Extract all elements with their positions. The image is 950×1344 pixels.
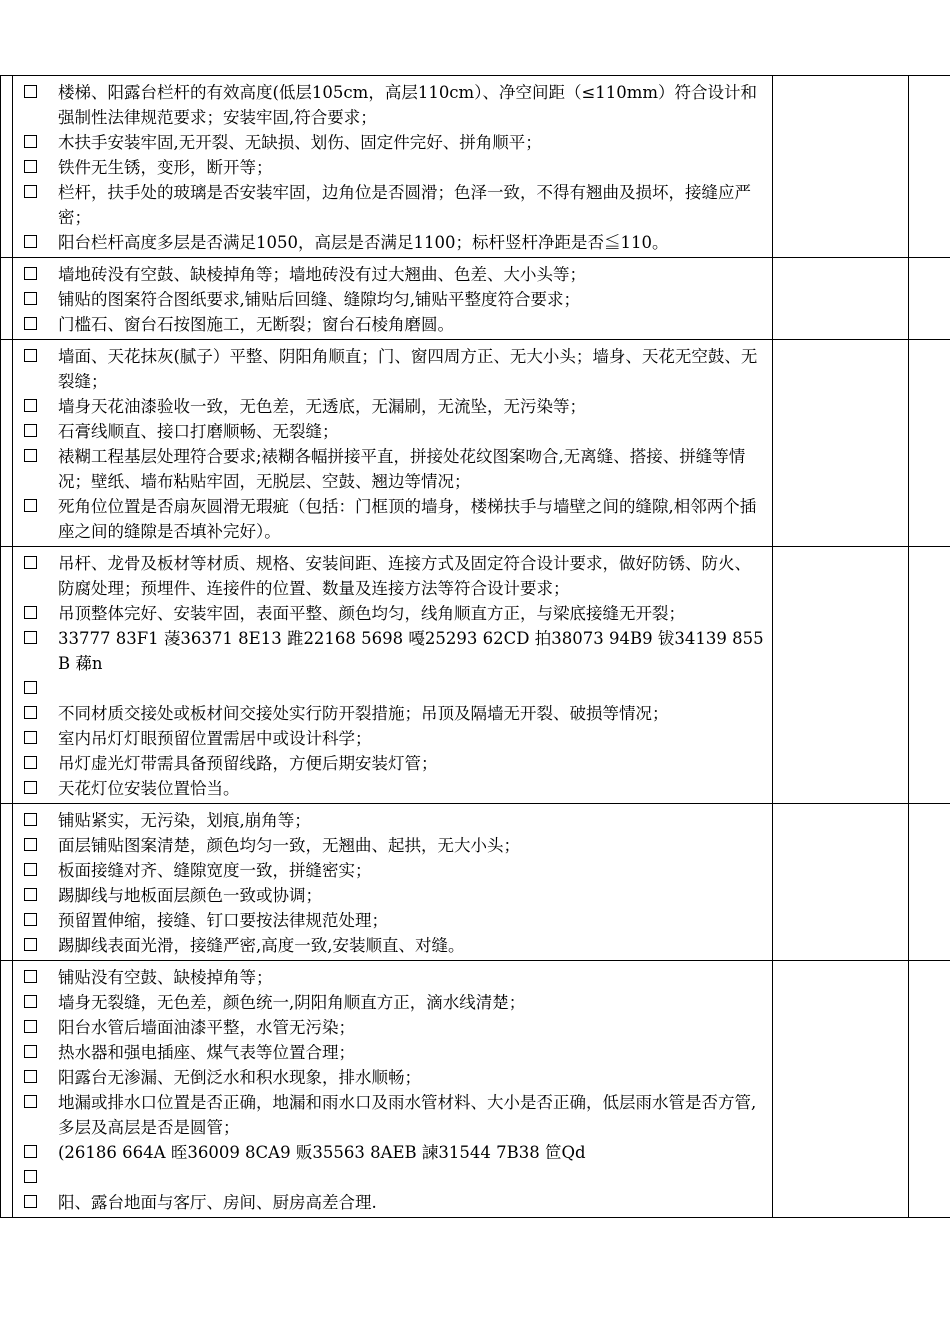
checklist-item-text: 踢脚线与地板面层颜色一致或协调； [58, 886, 322, 905]
checklist-item [23, 1165, 766, 1190]
checkbox-icon[interactable] [24, 1095, 37, 1108]
checkbox-icon[interactable] [24, 399, 37, 412]
checklist-item-text: 铁件无生锈，变形，断开等； [58, 158, 273, 177]
checklist-section [1, 804, 950, 961]
checklist-item [23, 676, 766, 701]
checkbox-icon[interactable] [24, 781, 37, 794]
checklist-item [23, 776, 766, 801]
checklist-item-text: 墙地砖没有空鼓、缺棱掉角等；墙地砖没有过大翘曲、色差、大小头等； [58, 265, 586, 284]
checklist-item [23, 626, 766, 676]
checklist-section [1, 547, 950, 804]
checklist-item-text: 铺贴没有空鼓、缺棱掉角等； [58, 968, 273, 987]
checklist-item-text: 墙身无裂缝，无色差，颜色统一,阴阳角顺直方正，滴水线清楚； [58, 993, 526, 1012]
checkbox-icon[interactable] [24, 292, 37, 305]
checklist-item [23, 287, 766, 312]
inspection-items-cell [13, 258, 773, 340]
checklist-item-text: 踢脚线表面光滑，接缝严密,高度一致,安装顺直、对缝。 [58, 936, 465, 955]
checkbox-icon[interactable] [24, 267, 37, 280]
checkbox-icon[interactable] [24, 888, 37, 901]
checklist-table [0, 75, 950, 1218]
checkbox-icon[interactable] [24, 731, 37, 744]
inspection-items-cell [13, 76, 773, 258]
checklist-item-text: 板面接缝对齐、缝隙宽度一致，拼缝密实； [58, 861, 372, 880]
result-cell[interactable] [773, 961, 909, 1218]
checklist-item [23, 883, 766, 908]
result-cell[interactable] [773, 258, 909, 340]
checkbox-icon[interactable] [24, 185, 37, 198]
checklist-item-text: 墙面、天花抹灰(腻子）平整、阴阳角顺直；门、窗四周方正、无大小头；墙身、天花无空鼓、无裂缝； [58, 347, 758, 391]
checklist-item [23, 965, 766, 990]
checklist-item [23, 833, 766, 858]
checklist-item [23, 808, 766, 833]
checklist-item-text: (26186 664A 晊36009 8CA9 贩35563 8AEB 諫31544 7B38 笸Qd [58, 1143, 586, 1162]
checklist-item [23, 701, 766, 726]
row-index-cell [1, 547, 13, 804]
checklist-item [23, 1190, 766, 1215]
checkbox-icon[interactable] [24, 235, 37, 248]
row-index-cell [1, 804, 13, 961]
checklist-item [23, 933, 766, 958]
checklist-item-text: 吊杆、龙骨及板材等材质、规格、安装间距、连接方式及固定符合设计要求，做好防锈、防火、防腐处理；预埋件、连接件的位置、数量及连接方法等符合设计要求； [58, 554, 751, 598]
checkbox-icon[interactable] [24, 317, 37, 330]
checkbox-icon[interactable] [24, 995, 37, 1008]
checklist-item [23, 262, 766, 287]
row-index-cell [1, 258, 13, 340]
checklist-item-text: 裱糊工程基层处理符合要求;裱糊各幅拼接平直，拼接处花纹图案吻合,无离缝、搭接、拼缝等情况；壁纸、墙布粘贴牢固，无脱层、空鼓、翘边等情况； [58, 447, 746, 491]
checkbox-icon[interactable] [24, 813, 37, 826]
checklist-item-text: 木扶手安装牢固,无开裂、无缺损、划伤、固定件完好、拼角顺平； [58, 133, 542, 152]
checklist-item [23, 601, 766, 626]
checkbox-icon[interactable] [24, 1170, 37, 1183]
checklist-item [23, 130, 766, 155]
checkbox-icon[interactable] [24, 1070, 37, 1083]
checklist-item [23, 155, 766, 180]
checkbox-icon[interactable] [24, 349, 37, 362]
checkbox-icon[interactable] [24, 681, 37, 694]
checklist-item-text: 地漏或排水口位置是否正确，地漏和雨水口及雨水管材料、大小是否正确，低层雨水管是否方管,多层及高层是否是圆管； [58, 1093, 757, 1137]
checklist-item-text: 阳台水管后墙面油漆平整，水管无污染； [58, 1018, 355, 1037]
checklist-item-text [58, 676, 766, 701]
checklist-item [23, 1065, 766, 1090]
inspection-items-cell [13, 547, 773, 804]
checkbox-icon[interactable] [24, 135, 37, 148]
remark-cell[interactable] [909, 804, 950, 961]
checkbox-icon[interactable] [24, 160, 37, 173]
checkbox-icon[interactable] [24, 838, 37, 851]
remark-cell[interactable] [909, 961, 950, 1218]
checklist-item-text: 栏杆，扶手处的玻璃是否安装牢固，边角位是否圆滑；色泽一致，不得有翘曲及损坏，接缝应严密； [58, 183, 751, 227]
checklist-section [1, 258, 950, 340]
checklist-item-text: 吊灯虚光灯带需具备预留线路，方便后期安装灯管； [58, 754, 438, 773]
inspection-items-cell [13, 961, 773, 1218]
checklist-item [23, 726, 766, 751]
checkbox-icon[interactable] [24, 756, 37, 769]
checklist-item-text: 死角位位置是否扇灰圆滑无瑕疵（包括：门框顶的墙身，楼梯扶手与墙壁之间的缝隙,相邻两个插座之间的缝隙是否填补完好）。 [58, 497, 757, 541]
checklist-item [23, 751, 766, 776]
checkbox-icon[interactable] [24, 1145, 37, 1158]
checklist-item-text: 墙身天花油漆验收一致，无色差，无透底，无漏刷，无流坠，无污染等； [58, 397, 586, 416]
remark-cell[interactable] [909, 547, 950, 804]
row-index-cell [1, 340, 13, 547]
checkbox-icon[interactable] [24, 499, 37, 512]
checklist-item-text: 不同材质交接处或板材间交接处实行防开裂措施；吊顶及隔墙无开裂、破损等情况； [58, 704, 669, 723]
checkbox-icon[interactable] [24, 1020, 37, 1033]
checklist-item [23, 494, 766, 544]
checkbox-icon[interactable] [24, 970, 37, 983]
checklist-item-text: 天花灯位安装位置恰当。 [58, 779, 240, 798]
checklist-item-text [58, 1165, 766, 1190]
checklist-item [23, 180, 766, 230]
checkbox-icon[interactable] [24, 631, 37, 644]
checklist-item-text: 室内吊灯灯眼预留位置需居中或设计科学； [58, 729, 372, 748]
remark-cell[interactable] [909, 340, 950, 547]
checklist-item [23, 1040, 766, 1065]
checklist-section [1, 961, 950, 1218]
checkbox-icon[interactable] [24, 85, 37, 98]
row-index-cell [1, 76, 13, 258]
checklist-item-text: 铺贴的图案符合图纸要求,铺贴后回缝、缝隙均匀,铺贴平整度符合要求； [58, 290, 580, 309]
checklist-section [1, 340, 950, 547]
row-index-cell [1, 961, 13, 1218]
checklist-item [23, 1090, 766, 1140]
result-cell[interactable] [773, 547, 909, 804]
checklist-item [23, 551, 766, 601]
checklist-item-text: 预留置伸缩，接缝、钉口要按法律规范处理； [58, 911, 388, 930]
checklist-item [23, 419, 766, 444]
checklist-item-text: 面层铺贴图案清楚，颜色均匀一致，无翘曲、起拱，无大小头； [58, 836, 520, 855]
result-cell[interactable] [773, 76, 909, 258]
checklist-item-text: 阳台栏杆高度多层是否满足1050，高层是否满足1100；标杆竖杆净距是否≦110。 [58, 233, 669, 252]
checkbox-icon[interactable] [24, 606, 37, 619]
checklist-item-text: 阳露台无渗漏、无倒泛水和积水现象，排水顺畅； [58, 1068, 421, 1087]
checkbox-icon[interactable] [24, 1045, 37, 1058]
result-cell[interactable] [773, 804, 909, 961]
checklist-item-text: 33777 83F1 蓤36371 8E13 踓22168 5698 嘠25293 62CD 拍38073 94B9 钹34139 855B 蕛n [58, 629, 764, 673]
checklist-item [23, 80, 766, 130]
checklist-item [23, 1015, 766, 1040]
checklist-item-text: 铺贴紧实，无污染，划痕,崩角等； [58, 811, 311, 830]
checkbox-icon[interactable] [24, 1195, 37, 1208]
checkbox-icon[interactable] [24, 556, 37, 569]
checklist-item [23, 394, 766, 419]
remark-cell[interactable] [909, 76, 950, 258]
checklist-item-text: 门槛石、窗台石按图施工，无断裂；窗台石棱角磨圆。 [58, 315, 454, 334]
checkbox-icon[interactable] [24, 706, 37, 719]
checklist-item [23, 1140, 766, 1165]
checklist-item-text: 石膏线顺直、接口打磨顺畅、无裂缝； [58, 422, 339, 441]
checkbox-icon[interactable] [24, 938, 37, 951]
checkbox-icon[interactable] [24, 863, 37, 876]
checklist-item-text: 阳、露台地面与客厅、房间、厨房高差合理. [58, 1193, 377, 1212]
checklist-item [23, 344, 766, 394]
checkbox-icon[interactable] [24, 913, 37, 926]
checklist-item [23, 230, 766, 255]
remark-cell[interactable] [909, 258, 950, 340]
result-cell[interactable] [773, 340, 909, 547]
checklist-item [23, 858, 766, 883]
checklist-item-text: 吊顶整体完好、安装牢固，表面平整、颜色均匀，线角顺直方正，与梁底接缝无开裂； [58, 604, 685, 623]
checkbox-icon[interactable] [24, 449, 37, 462]
checklist-item-text: 楼梯、阳露台栏杆的有效高度(低层105cm，高层110cm）、净空间距（≤110mm）符合设计和强制性法律规范要求；安装牢固,符合要求； [58, 83, 758, 127]
inspection-items-cell [13, 340, 773, 547]
checklist-item [23, 990, 766, 1015]
inspection-items-cell [13, 804, 773, 961]
checklist-section [1, 76, 950, 258]
checklist-item [23, 908, 766, 933]
checklist-item-text: 热水器和强电插座、煤气表等位置合理； [58, 1043, 355, 1062]
checklist-sheet [0, 75, 950, 1218]
checklist-item [23, 312, 766, 337]
checklist-item [23, 444, 766, 494]
checkbox-icon[interactable] [24, 424, 37, 437]
